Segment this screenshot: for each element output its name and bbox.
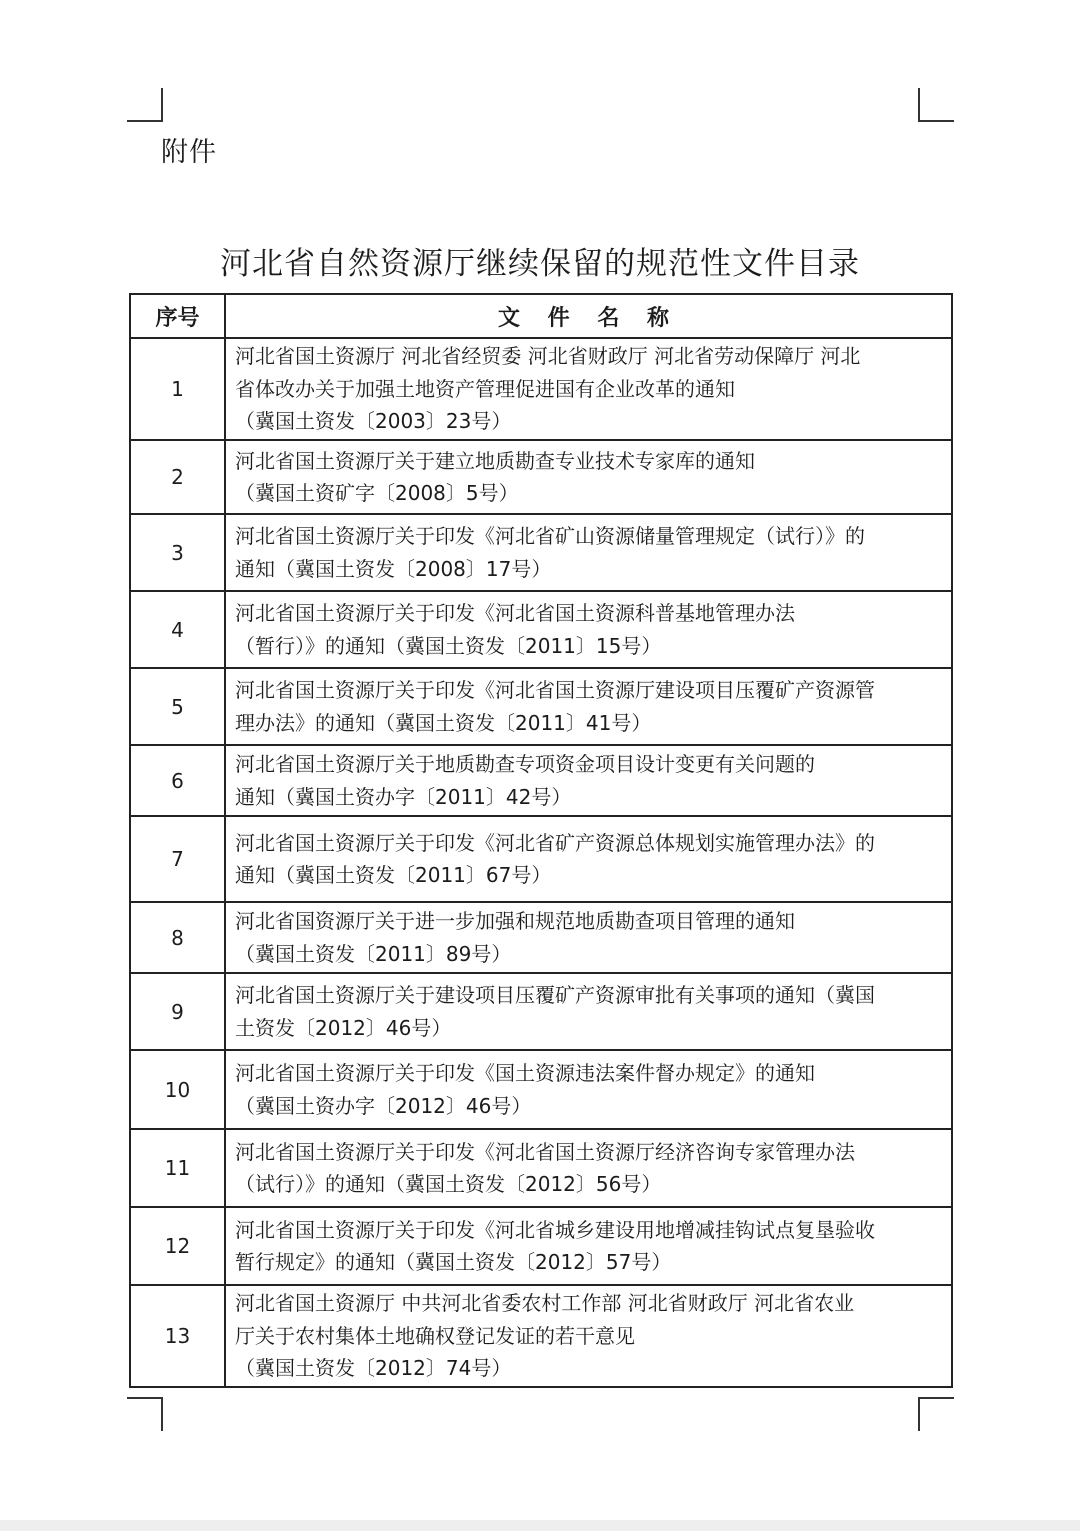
file-name-line: （冀国土资发〔2012〕74号） [235, 1356, 512, 1381]
row-number: 11 [130, 1129, 225, 1207]
file-name-cell [225, 1050, 952, 1129]
file-name-cell [225, 591, 952, 668]
file-name-line: 河北省国土资源厅关于印发《河北省国土资源厅建设项目压覆矿产资源管 [235, 678, 875, 702]
row-number: 3 [130, 514, 225, 591]
table-row [130, 668, 952, 745]
file-name-line: 通知（冀国土资发〔2011〕67号） [235, 863, 552, 887]
file-name-line: 河北省国土资源厅关于印发《河北省国土资源科普基地管理办法 [235, 601, 795, 625]
document-list-table [129, 293, 953, 1388]
table-row [130, 591, 952, 668]
attachment-label: 附件 [161, 137, 217, 168]
file-name-line: 河北省国土资源厅关于建设项目压覆矿产资源审批有关事项的通知（冀国 [235, 983, 875, 1007]
file-name-line: 河北省国土资源厅关于印发《河北省城乡建设用地增减挂钩试点复垦验收 [235, 1217, 875, 1242]
column-header-file-name: 文 件 名 称 [225, 294, 952, 338]
crop-mark-bottom-left [127, 1397, 163, 1431]
table-row [130, 1207, 952, 1285]
table-row [130, 973, 952, 1050]
document-title: 河北省自然资源厅继续保留的规范性文件目录 [220, 246, 860, 282]
table-header-row [130, 294, 952, 338]
file-name-line: 通知（冀国土资发〔2008〕17号） [235, 556, 552, 581]
file-name-line: （冀国土资矿字〔2008〕5号） [235, 481, 519, 505]
file-name-line: 河北省国资源厅关于进一步加强和规范地质勘查项目管理的通知 [235, 909, 795, 933]
file-name-line: 河北省国土资源厅关于建立地质勘查专业技术专家库的通知 [235, 448, 755, 473]
table-row [130, 440, 952, 514]
file-name-line: （暂行）》的通知（冀国土资发〔2011〕15号） [235, 633, 662, 658]
file-name-line: （冀国土资发〔2011〕89号） [235, 941, 512, 966]
row-number: 6 [130, 745, 225, 816]
file-name-cell [225, 1207, 952, 1285]
row-number: 8 [130, 902, 225, 973]
file-name-cell [225, 440, 952, 514]
file-name-line: （试行）》的通知（冀国土资发〔2012〕56号） [235, 1172, 662, 1196]
file-name-line: 河北省国土资源厅关于印发《国土资源违法案件督办规定》的通知 [235, 1061, 815, 1085]
row-number: 12 [130, 1207, 225, 1285]
file-name-line: 暂行规定》的通知（冀国土资发〔2012〕57号） [235, 1250, 672, 1274]
file-name-cell [225, 1129, 952, 1207]
crop-mark-bottom-right [918, 1397, 954, 1431]
file-name-line: 理办法》的通知（冀国土资发〔2011〕41号） [235, 710, 652, 735]
crop-mark-top-right [918, 88, 954, 122]
table-row [130, 902, 952, 973]
file-name-line: （冀国土资发〔2003〕23号） [235, 409, 512, 434]
row-number: 5 [130, 668, 225, 745]
file-name-cell [225, 902, 952, 973]
file-name-cell [225, 338, 952, 440]
column-header-number: 序号 [130, 294, 225, 338]
file-name-cell [225, 1285, 952, 1387]
file-name-line: 河北省国土资源厅关于印发《河北省矿产资源总体规划实施管理办法》的 [235, 830, 875, 855]
row-number: 1 [130, 338, 225, 440]
file-name-cell [225, 816, 952, 902]
row-number: 9 [130, 973, 225, 1050]
row-number: 13 [130, 1285, 225, 1387]
file-name-line: 河北省国土资源厅 中共河北省委农村工作部 河北省财政厅 河北省农业 [235, 1291, 855, 1316]
file-name-cell [225, 514, 952, 591]
file-name-line: 省体改办关于加强土地资产管理促进国有企业改革的通知 [235, 376, 735, 401]
row-number: 7 [130, 816, 225, 902]
table-row [130, 816, 952, 902]
file-name-line: 河北省国土资源厅 河北省经贸委 河北省财政厅 河北省劳动保障厅 河北 [235, 344, 861, 369]
file-name-cell [225, 745, 952, 816]
file-name-cell [225, 973, 952, 1050]
file-name-line: 河北省国土资源厅关于印发《河北省国土资源厅经济咨询专家管理办法 [235, 1139, 855, 1164]
file-name-line: 土资发〔2012〕46号） [235, 1015, 452, 1040]
file-name-line: 厅关于农村集体土地确权登记发证的若干意见 [235, 1323, 635, 1348]
table-row [130, 745, 952, 816]
page-bottom-edge [0, 1520, 1080, 1531]
row-number: 10 [130, 1050, 225, 1129]
file-name-line: 河北省国土资源厅关于地质勘查专项资金项目设计变更有关问题的 [235, 752, 815, 776]
table-row [130, 1285, 952, 1387]
file-name-line: 通知（冀国土资办字〔2011〕42号） [235, 784, 572, 809]
table-row [130, 1050, 952, 1129]
row-number: 4 [130, 591, 225, 668]
file-name-line: （冀国土资办字〔2012〕46号） [235, 1093, 532, 1118]
table-row [130, 1129, 952, 1207]
row-number: 2 [130, 440, 225, 514]
table-row [130, 514, 952, 591]
file-name-cell [225, 668, 952, 745]
crop-mark-top-left [127, 88, 163, 122]
file-name-line: 河北省国土资源厅关于印发《河北省矿山资源储量管理规定（试行）》的 [235, 524, 865, 548]
table-row [130, 338, 952, 440]
